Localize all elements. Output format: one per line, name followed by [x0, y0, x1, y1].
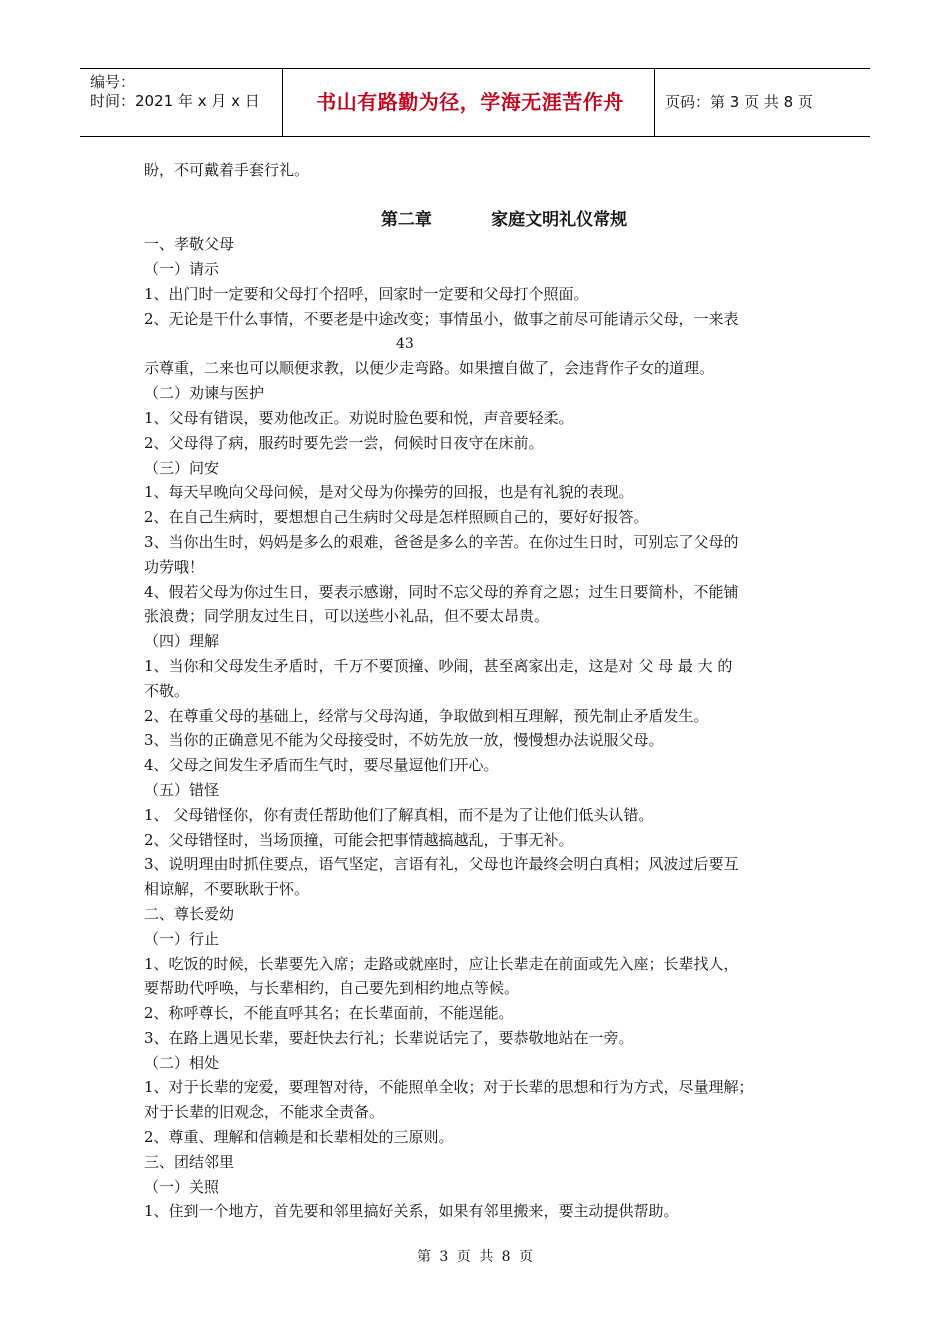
inline-page-number: 43: [396, 335, 414, 352]
text-line: 1、吃饭的时候，长辈要先入席；走路或就座时，应让长辈走在前面或先入座；长辈找人，: [144, 954, 739, 973]
text-line: 2、称呼尊长，不能直呼其名；在长辈面前，不能逞能。: [144, 1004, 514, 1023]
header-motto: 书山有路勤为径，学海无涯苦作舟: [316, 90, 624, 114]
text-line: （二）相处: [144, 1053, 220, 1072]
document-body: [144, 158, 824, 1224]
text-line: 2、无论是干什么事情，不要老是中途改变；事情虽小，做事之前尽可能请示父母，一来表: [144, 309, 739, 328]
text-line: （五）错怪: [144, 780, 220, 799]
text-line: 功劳哦！: [144, 557, 205, 576]
text-line: 2、父母错怪时，当场顶撞，可能会把事情越搞越乱，于事无补。: [144, 830, 574, 849]
text-line: 要帮助代呼唤，与长辈相约，自己要先到相约地点等候。: [144, 979, 520, 998]
paragraph-group: [144, 232, 824, 331]
text-line: 3、说明理由时抓住要点，语气坚定，言语有礼，父母也许最终会明白真相；风波过后要互: [144, 855, 739, 874]
text-line: 4、父母之间发生矛盾而生气时，要尽量逗他们开心。: [144, 756, 499, 775]
text-line: 1、 父母错怪你，你有责任帮助他们了解真相，而不是为了让他们低头认错。: [144, 805, 654, 824]
text-line: 1、住到一个地方，首先要和邻里搞好关系，如果有邻里搬来，要主动提供帮助。: [144, 1202, 679, 1221]
header-meta: [90, 73, 260, 111]
text-line: 2、在尊重父母的基础上，经常与父母沟通，争取做到相互理解，预先制止矛盾发生。: [144, 706, 709, 725]
text-line: 一、孝敬父母: [144, 235, 235, 254]
text-line: 对于长辈的旧观念，不能求全责备。: [144, 1103, 385, 1122]
text-line: 三、团结邻里: [144, 1152, 235, 1171]
text-line: 3、当你的正确意见不能为父母接受时，不妨先放一放，慢慢想办法说服父母。: [144, 731, 664, 750]
text-line: 相谅解，不要耿耿于怀。: [144, 880, 310, 899]
text-line: 1、出门时一定要和父母打个招呼，回家时一定要和父母打个照面。: [144, 284, 589, 303]
header-number-label: 编号：: [90, 73, 136, 91]
text-line: 2、在自己生病时，要想想自己生病时父母是怎样照顾自己的，要好好报答。: [144, 508, 649, 527]
text-line: 2、尊重、理解和信赖是和长辈相处的三原则。: [144, 1128, 454, 1147]
header-page-label: 页码：第 3 页 共 8 页: [665, 93, 813, 111]
paragraph-group: [144, 356, 824, 1224]
header-divider: [282, 69, 283, 136]
text-line: （二）劝谏与医护: [144, 384, 265, 403]
text-line: 二、尊长爱幼: [144, 904, 235, 923]
text-line: 1、每天早晚向父母问候，是对父母为你操劳的回报，也是有礼貌的表现。: [144, 483, 634, 502]
text-line: 3、在路上遇见长辈，要赶快去行礼；长辈说话完了，要恭敬地站在一旁。: [144, 1028, 634, 1047]
text-line: 1、对于长辈的宠爱，要理智对待，不能照单全收；对于长辈的思想和行为方式，尽量理解；: [144, 1078, 754, 1097]
text-line: 不敬。: [144, 681, 190, 700]
text-line: （三）问安: [144, 458, 220, 477]
text-line: 1、当你和父母发生矛盾时，千万不要顶撞、吵闹，甚至离家出走，这是对 父 母 最 大 的: [144, 656, 733, 675]
page-footer: 第 3 页 共 8 页: [416, 1249, 534, 1265]
text-line: 4、假若父母为你过生日，要表示感谢，同时不忘父母的养育之恩；过生日要简朴，不能铺: [144, 582, 739, 601]
text-line: 3、当你出生时，妈妈是多么的艰难，爸爸是多么的辛苦。在你过生日时，可别忘了父母的: [144, 532, 739, 551]
chapter-title: 第二章 家庭文明礼仪常规: [380, 209, 628, 230]
text-line: （一）行止: [144, 929, 220, 948]
text-line: （四）理解: [144, 632, 220, 651]
text-line: （一）关照: [144, 1177, 220, 1196]
text-line: 张浪费；同学朋友过生日，可以送些小礼品，但不要太昂贵。: [144, 607, 550, 626]
text-line: 1、父母有错误，要劝他改正。劝说时脸色要和悦，声音要轻柔。: [144, 408, 574, 427]
intro-line: 盼，不可戴着手套行礼。: [144, 161, 310, 179]
text-line: （一）请示: [144, 260, 220, 279]
page-header: [80, 68, 870, 137]
text-line: 示尊重，二来也可以顺便求教，以便少走弯路。如果擅自做了，会违背作子女的道理。: [144, 359, 715, 378]
text-line: 2、父母得了病，服药时要先尝一尝，伺候时日夜守在床前。: [144, 433, 544, 452]
header-time-label: 时间：2021 年 x 月 x 日: [90, 92, 260, 110]
